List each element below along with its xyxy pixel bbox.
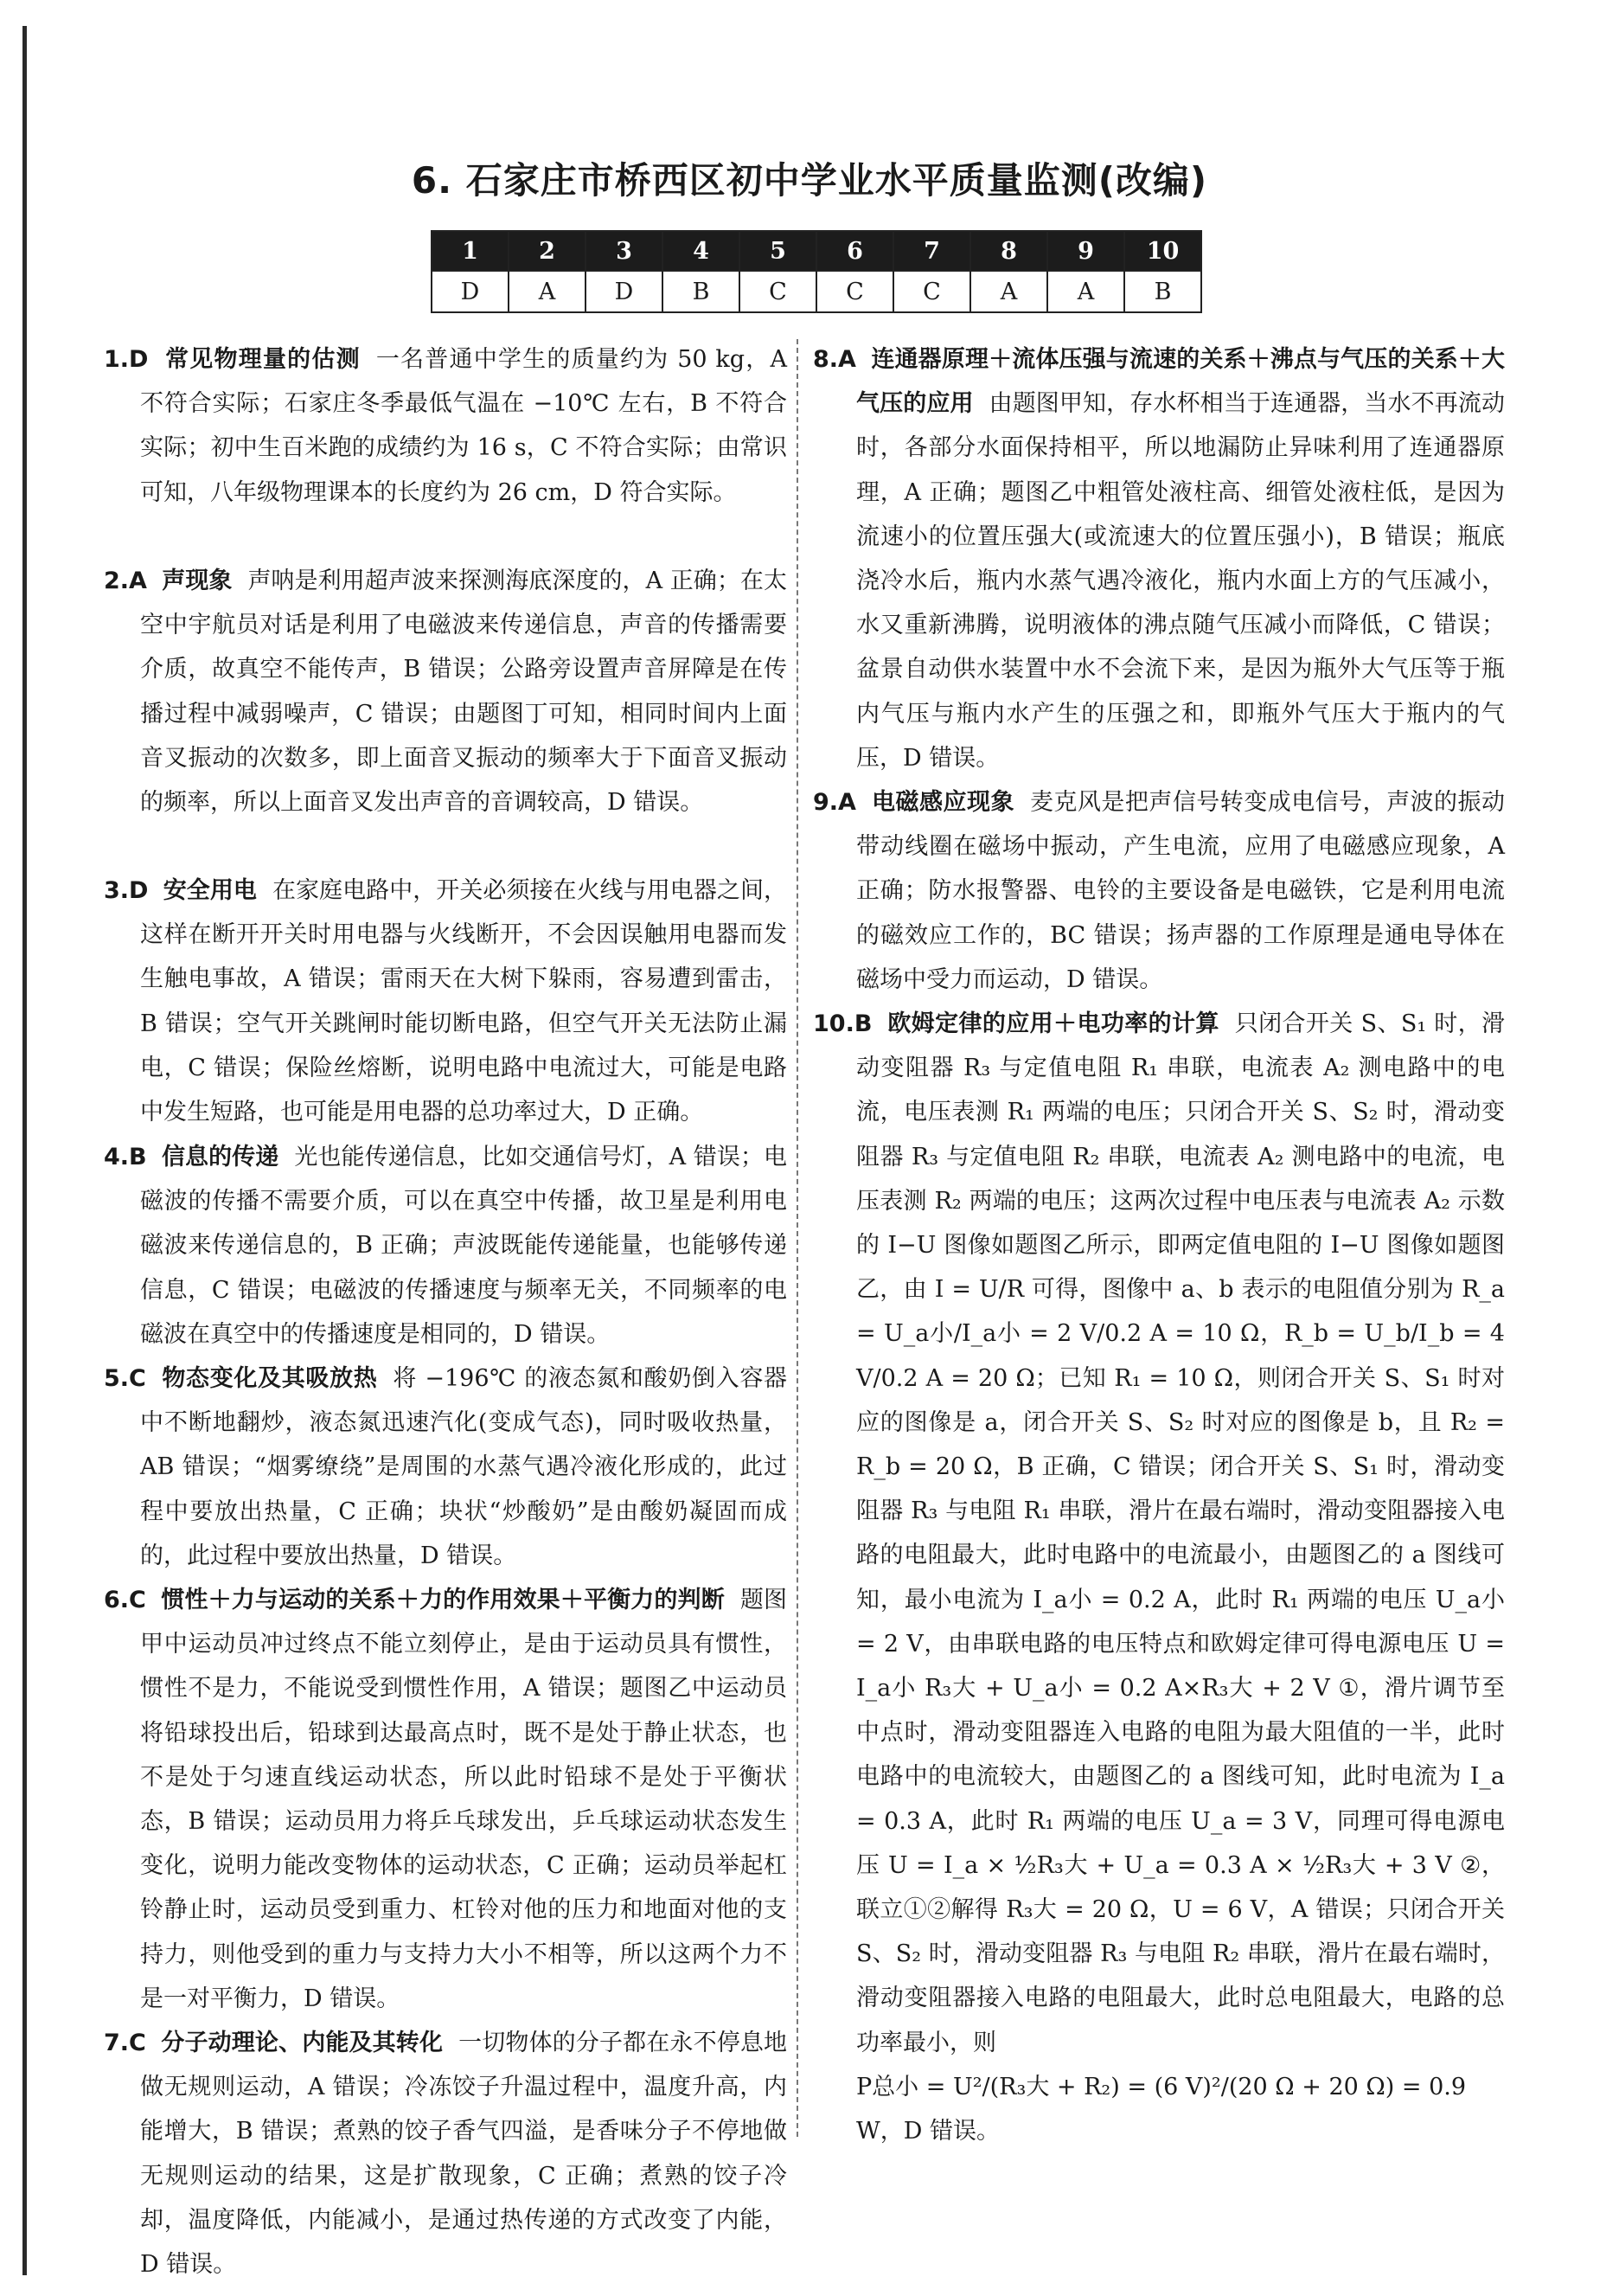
answer-number: 6 xyxy=(816,231,893,271)
answer-number: 3 xyxy=(586,231,662,271)
knowledge-point: 欧姆定律的应用＋电功率的计算 xyxy=(887,1010,1219,1037)
power-formula-line: P总小 = U²/(R₃大 + R₂) = (6 V)²/(20 Ω + 20 Ω) = 0.9 W，D 错误。 xyxy=(856,2073,1467,2145)
column-divider xyxy=(797,339,798,2137)
answer-letter: C xyxy=(816,271,893,312)
explanation-text: 一切物体的分子都在永不停息地做无规则运动，A 错误；冷冻饺子升温过程中，温度升高，内能增大，B 错误；煮熟的饺子香气四溢，是香味分子不停地做无规则运动的结果，这是扩散现象，C 正确；煮熟的饺子冷却，温度降低，内能减小，是通过热传递的方式改变了内能，D 错误。 xyxy=(140,2030,788,2279)
knowledge-point: 安全用电 xyxy=(163,877,257,904)
knowledge-point: 分子动理论、内能及其转化 xyxy=(161,2030,444,2056)
question-number: 7.C xyxy=(104,2030,146,2056)
solution-item xyxy=(104,869,787,1135)
answer-letter: D xyxy=(586,271,662,312)
knowledge-point: 电磁感应现象 xyxy=(872,789,1014,816)
question-number: 5.C xyxy=(104,1365,146,1392)
solution-item xyxy=(813,1002,1505,2065)
solution-item xyxy=(813,780,1505,1002)
explanation-text: 只闭合开关 S、S₁ 时，滑动变阻器 R₃ 与定值电阻 R₁ 串联，电流表 A₂ 测电路中的电流，电压表测 R₁ 两端的电压；只闭合开关 S、S₂ 时，滑动变阻器 R₃ 与定值电阻 R₂ 串联，电流表 A₂ 测电路中的电流，电压表测 R₂ 两端的电压；这两次过程中电压表与电流表 A₂ 示数的 I−U 图像如题图乙所示，即两定值电阻的 I−U 图像如题图乙，由 I = U/R 可得，图像中 a、b 表示的电阻值分别为 R_a = U_a小/I_a小 = 2 V/0.2 A = 10 Ω，R_b = U_b/I_b = 4 V/0.2 A = 20 Ω；已知 R₁ = 10 Ω，则闭合开关 S、S₁ 时对应的图像是 a，闭合开关 S、S₂ 时对应的图像是 b，且 R₂ = R_b = 20 Ω，B 正确，C 错误；闭合开关 S、S₁ 时，滑动变阻器 R₃ 与电阻 R₁ 串联，滑片在最右端时，滑动变阻器接入电路的电阻最大，此时电路中的电流最小，由题图乙的 a 图线可知，最小电流为 I_a小 = 0.2 A，此时 R₁ 两端的电压 U_a小 = 2 V，由串联电路的电压特点和欧姆定律可得电源电压 U = I_a小 R₃大 + U_a小 = 0.2 A×R₃大 + 2 V ①，滑片调节至中点时，滑动变阻器连入电路的电阻为最大阻值的一半，此时电路中的电流较大，由题图乙的 a 图线可知，此时电流为 I_a = 0.3 A，此时 R₁ 两端的电压 U_a = 3 V，同理可得电源电压 U = I_a × ½R₃大 + U_a = 0.3 A × ½R₃大 + 3 V ②，联立①②解得 R₃大 = 20 Ω，U = 6 V，A 错误；只闭合开关 S、S₂ 时，滑动变阻器 R₃ 与电阻 R₂ 串联，滑片在最右端时，滑动变阻器接入电路的电阻最大，此时总电阻最大，电路的总功率最小，则 xyxy=(856,1010,1505,2056)
page-title: 6. 石家庄市桥西区初中学业水平质量监测(改编) xyxy=(411,159,1208,202)
left-column xyxy=(104,337,787,2286)
question-number: 2.A xyxy=(104,568,147,594)
answer-number-row xyxy=(432,231,1201,271)
explanation-text: 将 −196℃ 的液态氮和酸奶倒入容器中不断地翻炒，液态氮迅速汽化(变成气态)，同时吸收热量，AB 错误；“烟雾缭绕”是周围的水蒸气遇冷液化形成的，此过程中要放出热量，C 正确；块状“炒酸奶”是由酸奶凝固而成的，此过程中要放出热量，D 错误。 xyxy=(140,1365,788,1569)
answer-table xyxy=(431,230,1202,313)
explanation-text: 题图甲中运动员冲过终点不能立刻停止，是由于运动员具有惯性，惯性不是力，不能说受到惯性作用，A 错误；题图乙中运动员将铅球投出后，铅球到达最高点时，既不是处于静止状态，也不是处于匀速直线运动状态，所以此时铅球不是处于平衡状态，B 错误；运动员用力将乒乓球发出，乒乓球运动状态发生变化，说明力能改变物体的运动状态，C 正确；运动员举起杠铃静止时，运动员受到重力、杠铃对他的压力和地面对他的支持力，则他受到的重力与支持力大小不相等，所以这两个力不是一对平衡力，D 错误。 xyxy=(140,1587,788,2012)
knowledge-point: 物态变化及其吸放热 xyxy=(162,1365,378,1392)
answer-number: 1 xyxy=(432,231,509,271)
question-number: 8.A xyxy=(813,346,856,373)
knowledge-point: 信息的传递 xyxy=(161,1144,279,1170)
question-number: 4.B xyxy=(104,1144,147,1170)
explanation-text: 由题图甲知，存水杯相当于连通器，当水不再流动时，各部分水面保持相平，所以地漏防止异味利用了连通器原理，A 正确；题图乙中粗管处液柱高、细管处液柱低，是因为流速小的位置压强大(或流速大的位置压强小)，B 错误；瓶底浇冷水后，瓶内水蒸气遇冷液化，瓶内水面上方的气压减小，水又重新沸腾，说明液体的沸点随气压减小而降低，C 错误；盆景自动供水装置中水不会流下来，是因为瓶外大气压等于瓶内气压与瓶内水产生的压强之和，即瓶外气压大于瓶内的气压，D 错误。 xyxy=(856,390,1506,772)
answer-letter: D xyxy=(432,271,509,312)
answer-number: 10 xyxy=(1124,231,1201,271)
question-number: 10.B xyxy=(813,1010,873,1037)
answer-number: 7 xyxy=(893,231,970,271)
answer-letter: A xyxy=(1047,271,1124,312)
page-binding-bar xyxy=(22,26,27,2275)
knowledge-point: 连通器原理＋流体压强与流速的关系＋沸点与气压的关系＋大气压的应用 xyxy=(856,346,1506,418)
answer-number: 8 xyxy=(970,231,1047,271)
answer-number: 5 xyxy=(739,231,816,271)
solution-item xyxy=(104,1356,787,1578)
knowledge-point: 声现象 xyxy=(162,568,233,594)
answer-letter: C xyxy=(893,271,970,312)
explanation-text: 一名普通中学生的质量约为 50 kg，A 不符合实际；石家庄冬季最低气温在 −10℃ 左右，B 不符合实际；初中生百米跑的成绩约为 16 s，C 不符合实际；由常识可知，八年级物理课本的长度约为 26 cm，D 符合实际。 xyxy=(140,346,787,506)
answer-letter: A xyxy=(509,271,586,312)
solution-item xyxy=(104,1135,787,1356)
question-number: 9.A xyxy=(813,789,856,816)
solution-item xyxy=(104,2021,787,2286)
answer-number: 2 xyxy=(509,231,586,271)
solution-item xyxy=(813,337,1505,780)
explanation-text: 声呐是利用超声波来探测海底深度的，A 正确；在太空中宇航员对话是利用了电磁波来传递信息，声音的传播需要介质，故真空不能传声，B 错误；公路旁设置声音屏障是在传播过程中减弱噪声，C 错误；由题图丁可知，相同时间内上面音叉振动的次数多，即上面音叉振动的频率大于下面音叉振动的频率，所以上面音叉发出声音的音调较高，D 错误。 xyxy=(140,568,788,817)
question-number: 3.D xyxy=(104,877,149,904)
right-column xyxy=(813,337,1505,2153)
answer-letter: B xyxy=(1124,271,1201,312)
explanation-text: 光也能传递信息，比如交通信号灯，A 错误；电磁波的传播不需要介质，可以在真空中传播，故卫星是利用电磁波来传递信息的，B 正确；声波既能传递能量，也能够传递信息，C 错误；电磁波的传播速度与频率无关，不同频率的电磁波在真空中的传播速度是相同的，D 错误。 xyxy=(140,1144,787,1348)
explanation-text: 在家庭电路中，开关必须接在火线与用电器之间，这样在断开开关时用电器与火线断开，不会因误触用电器而发生触电事故，A 错误；雷雨天在大树下躲雨，容易遭到雷击，B 错误；空气开关跳闸时能切断电路，但空气开关无法防止漏电，C 错误；保险丝熔断，说明电路中电流过大，可能是电路中发生短路，也可能是用电器的总功率过大，D 正确。 xyxy=(140,877,788,1126)
solution-item xyxy=(104,1578,787,2021)
answer-letter: B xyxy=(662,271,739,312)
solution-item xyxy=(104,559,787,869)
answer-letter-row xyxy=(432,271,1201,312)
answer-number: 9 xyxy=(1047,231,1124,271)
answer-number: 4 xyxy=(662,231,739,271)
answer-letter: C xyxy=(739,271,816,312)
answer-letter: A xyxy=(970,271,1047,312)
question-number: 1.D xyxy=(104,346,149,373)
question-number: 6.C xyxy=(104,1587,146,1613)
knowledge-point: 常见物理量的估测 xyxy=(165,346,361,373)
knowledge-point: 惯性＋力与运动的关系＋力的作用效果＋平衡力的判断 xyxy=(161,1587,725,1613)
explanation-text: 麦克风是把声信号转变成电信号，声波的振动带动线圈在磁场中振动，产生电流，应用了电磁感应现象，A 正确；防水报警器、电铃的主要设备是电磁铁，它是利用电流的磁效应工作的，BC 错误；扬声器的工作原理是通电导体在磁场中受力而运动，D 错误。 xyxy=(856,789,1506,993)
solution-item xyxy=(104,337,787,559)
